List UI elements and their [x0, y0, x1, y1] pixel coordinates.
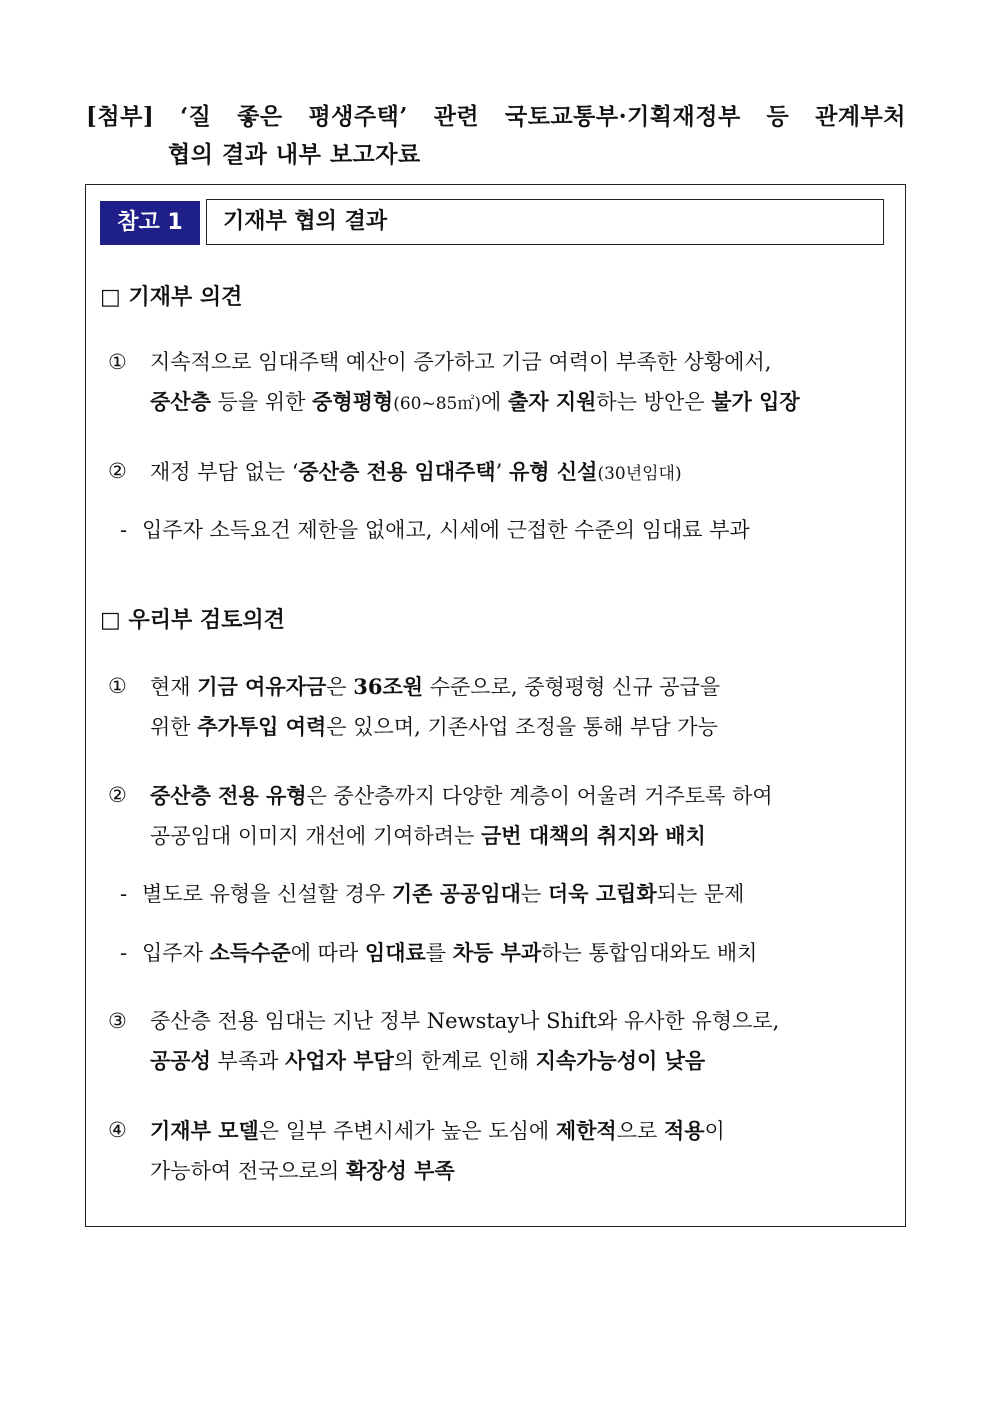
emphasis-text: 기금 여유자금 [197, 674, 327, 699]
review-item-4 [108, 1111, 888, 1191]
item-text: ’ [495, 460, 509, 484]
review-subitem-2 [120, 933, 890, 973]
item-text: 지속적으로 임대주택 예산이 증가하고 기금 여력이 부족한 상황에서, [150, 350, 772, 374]
item-number: ① [108, 674, 127, 698]
area-range-text: (60~85㎡) [393, 394, 481, 414]
item-text: 하는 방안은 [596, 390, 712, 414]
emphasis-text: 중산층 전용 임대주택 [298, 459, 496, 484]
mof-opinion-item-2 [108, 452, 888, 494]
sub-text: 를 [425, 941, 453, 965]
emphasis-text: 사업자 부담 [285, 1048, 394, 1073]
item-text: 위한 [150, 715, 198, 739]
emphasis-text: 확장성 부족 [345, 1158, 455, 1183]
item-text: 공공임대 이미지 개선에 기여하려는 [150, 824, 481, 848]
item-text: 은 있으며, 기존사업 조정을 통해 부담 가능 [326, 715, 718, 739]
emphasis-text: 중형평형 [312, 389, 394, 414]
emphasis-text: 불가 입장 [711, 389, 800, 414]
item-number: ③ [108, 1009, 127, 1033]
document-title [86, 98, 906, 174]
item-text: 의 한계로 인해 [393, 1049, 536, 1073]
item-text: 이 [704, 1119, 725, 1143]
item-number: ① [108, 350, 127, 374]
lease-term-text: (30년임대) [597, 464, 682, 484]
item-text: 수준으로, 중형평형 신규 공급을 [423, 675, 721, 699]
item-text: 은 [326, 675, 354, 699]
emphasis-text: 중산층 전용 유형 [150, 783, 307, 808]
emphasis-text: 기재부 모델 [150, 1118, 259, 1143]
item-text: 은 일부 주변시세가 높은 도심에 [258, 1119, 556, 1143]
sub-text: 하는 통합임대와도 배치 [541, 941, 758, 965]
review-subitem-1 [120, 874, 890, 914]
item-text: 재정 부담 없는 ‘ [150, 460, 299, 484]
reference-title: 기재부 협의 결과 [206, 199, 884, 245]
emphasis-text: 더욱 고립화 [547, 881, 657, 906]
emphasis-text: 공공성 [150, 1048, 211, 1073]
item-number: ② [108, 459, 127, 483]
emphasis-text: 추가투입 여력 [197, 714, 327, 739]
emphasis-text: 제한적 [555, 1118, 617, 1143]
emphasis-text: 차등 부과 [452, 940, 542, 965]
content-box [85, 184, 906, 1227]
sub-text: 는 [520, 882, 548, 906]
reference-badge: 참고 1 [100, 201, 200, 245]
emphasis-text: 출자 지원 [507, 389, 597, 414]
section-heading-mof-opinion: □ 기재부 의견 [100, 285, 243, 310]
item-text: 부족과 [210, 1049, 286, 1073]
emphasis-text: 기존 공공임대 [391, 881, 521, 906]
emphasis-text: 임대료 [364, 940, 426, 965]
item-text: 가능하여 전국으로의 [150, 1159, 346, 1183]
item-text: 으로 [616, 1119, 664, 1143]
item-text: 등을 위한 [210, 390, 313, 414]
item-number: ② [108, 783, 127, 807]
review-item-2 [108, 776, 888, 856]
item-text: 에 [480, 390, 508, 414]
emphasis-text: 금번 대책의 취지와 배치 [481, 823, 706, 848]
item-number: ④ [108, 1118, 127, 1142]
review-item-3 [108, 1002, 888, 1081]
emphasis-text: 중산층 [150, 389, 211, 414]
dash-marker: - [120, 941, 128, 965]
item-text: 중산층 전용 임대는 지난 정부 Newstay나 Shift와 유사한 유형으로, [150, 1009, 780, 1033]
emphasis-text: 소득수준 [209, 940, 291, 965]
emphasis-text: 36조원 [353, 674, 424, 699]
emphasis-text: 유형 신설 [508, 459, 598, 484]
title-line-1: [첨부] ‘질 좋은 평생주택’ 관련 국토교통부·기획재정부 등 관계부처 [86, 103, 906, 130]
emphasis-text: 적용 [663, 1118, 705, 1143]
dash-marker: - [120, 882, 128, 906]
emphasis-text: 지속가능성이 낮음 [535, 1048, 706, 1073]
item-text: 은 중산층까지 다양한 계층이 어울려 거주토록 하여 [306, 784, 773, 808]
sub-text: 입주자 소득요건 제한을 없애고, 시세에 근접한 수준의 임대료 부과 [142, 518, 750, 542]
review-item-1 [108, 667, 888, 747]
sub-text: 되는 문제 [656, 882, 745, 906]
mof-opinion-subitem [120, 511, 890, 550]
title-line-2: 협의 결과 내부 보고자료 [168, 141, 421, 168]
sub-text: 입주자 [142, 941, 210, 965]
sub-text: 에 따라 [290, 941, 365, 965]
mof-opinion-item-1 [108, 343, 888, 424]
item-text: 현재 [150, 675, 198, 699]
sub-text: 별도로 유형을 신설할 경우 [142, 882, 392, 906]
dash-marker: - [120, 518, 128, 542]
section-heading-molit-review: □ 우리부 검토의견 [100, 608, 285, 633]
